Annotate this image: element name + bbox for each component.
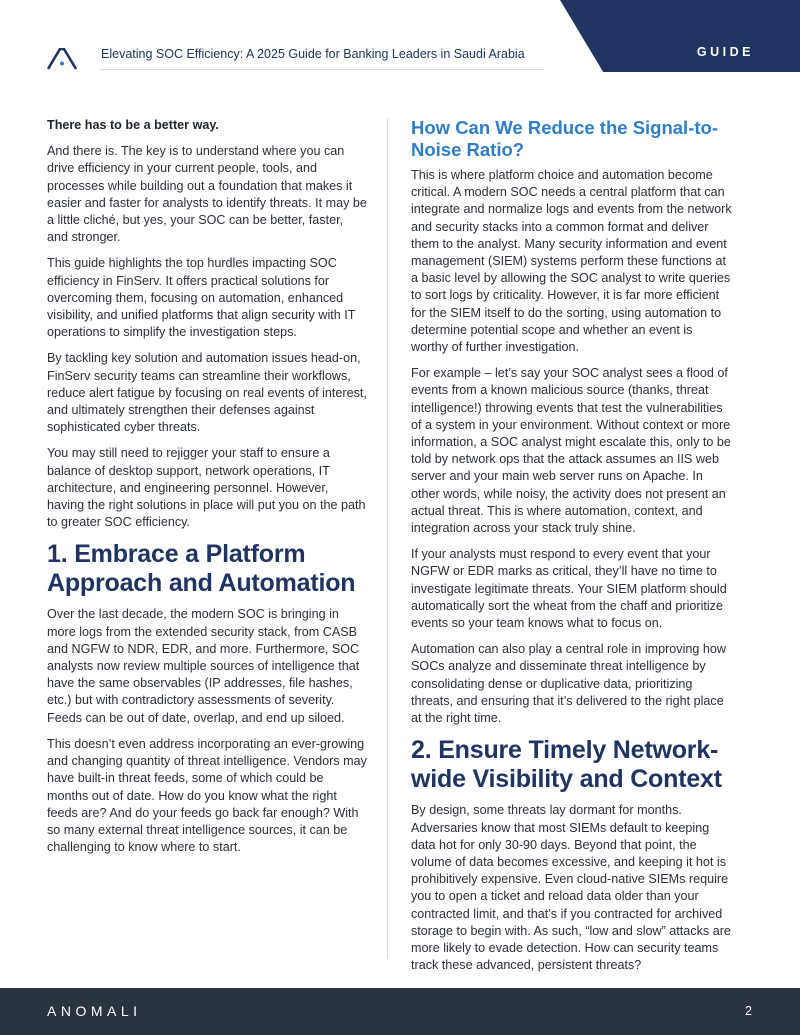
document-type-label: GUIDE: [696, 45, 754, 59]
paragraph: If your analysts must respond to every event that your NGFW or EDR marks as critical, they’ll have no time to investigate legitimate threats. Your SIEM platform should automatically sort the wheat from the chaff and prioritize events so your team knows what to focus on.: [411, 547, 727, 631]
paragraph: This is where platform choice and automation become critical. A modern SOC needs a central platform that can integrate and normalize logs and events from the network and security stacks into a common format and deliver them to the analyst. Many security information and event management (SIEM) systems perform these functions at a basic level by allowing the SOC analyst to write queries to sort logs by criticality. However, it is far more efficient for the SIEM itself to do the sorting, using automation to determine potential scope and whether an event is worthy of further investigation.: [411, 168, 732, 355]
paragraph: This guide highlights the top hurdles impacting SOC efficiency in FinServ. It offers practical solutions for overcoming them, focusing on automation, enhanced visibility, and unified platforms that align security with IT operations to simplify the investigation steps.: [47, 256, 356, 340]
paragraph: For example – let’s say your SOC analyst sees a flood of events from a known malicious source (thanks, threat intelligence!) throwing events that test the vulnerabilities of a system in your environment. Without context or more information, a SOC analyst might escalate this, only to be told by network ops that the attack assumes an IIS web server and your main web server runs on Apache. In other words, while noisy, the activity does not present an actual threat. This is where automation, context, and integration across your stack truly shine.: [411, 366, 731, 536]
left-column: [47, 117, 367, 865]
paragraph: Over the last decade, the modern SOC is bringing in more logs from the extended security stack, from CASB and NGFW to NDR, EDR, and more. Furthermore, SOC analysts now review multiple sources of intelligence that have the same observables (IP addresses, file hashes, etc.) but with contradictory assessments of severity. Feeds can be out of date, overlap, and end up siloed.: [47, 607, 360, 725]
paragraph: By tackling key solution and automation issues head-on, FinServ security teams can streamline their workflows, reduce alert fatigue by focusing on real events of interest, and ultimately strengthen their defenses against sophisticated cyber threats.: [47, 351, 367, 435]
lead-sentence: There has to be a better way.: [47, 118, 219, 132]
paragraph: This doesn’t even address incorporating an ever-growing and changing quantity of threat intelligence. Vendors may have built-in threat feeds, some of which could be months out of date. How do you know what the right feeds are? And do your feeds go back far enough? With so many external threat intelligence sources, it can be challenging to know where to start.: [47, 736, 367, 855]
paragraph: And there is. The key is to understand where you can drive efficiency in your current people, tools, and processes while building out a foundation that makes it easier and faster for analysts to identify threats. It may be a little cliché, but yes, your SOC can be better, faster, and stronger.: [47, 144, 367, 245]
section-2-heading: 2. Ensure Timely Network-wide Visibility and Context: [411, 736, 722, 794]
section-1-heading: 1. Embrace a Platform Approach and Automation: [47, 540, 356, 598]
document-title: Elevating SOC Efficiency: A 2025 Guide for Banking Leaders in Saudi Arabia: [101, 47, 525, 61]
column-divider: [387, 118, 388, 958]
right-column: [411, 117, 733, 983]
header-corner-banner: [560, 0, 800, 72]
paragraph: You may still need to rejigger your staff to ensure a balance of desktop support, network operations, IT architecture, and engineering personnel. However, having the right solutions in place will put you on the path to greater SOC efficiency.: [47, 446, 366, 530]
page-number: 2: [745, 1004, 752, 1018]
footer-brand-logo: ANOMALI: [47, 1003, 142, 1019]
subheading: How Can We Reduce the Signal-to-Noise Ratio?: [411, 117, 718, 160]
header-divider: [100, 69, 544, 70]
paragraph: Automation can also play a central role in improving how SOCs analyze and disseminate threat intelligence by consolidating dense or duplicative data, prioritizing threats, and ensuring that it’s delivered to the right place at the right time.: [411, 642, 727, 726]
anomali-logo-icon: [47, 48, 77, 70]
paragraph: By design, some threats lay dormant for months. Adversaries know that most SIEMs default to keeping data hot for only 30-90 days. Beyond that point, the volume of data becomes excessive, and keeping it hot is prohibitively expensive. Even cloud-native SIEMs require you to open a ticket and reload data older than your contracted limit, and that’s if you contracted for archived storage to begin with. As such, “low and slow” attacks are more likely to evade detection. How can security teams track these advanced, persistent threats?: [411, 803, 731, 973]
footer-bar: [0, 988, 800, 1035]
